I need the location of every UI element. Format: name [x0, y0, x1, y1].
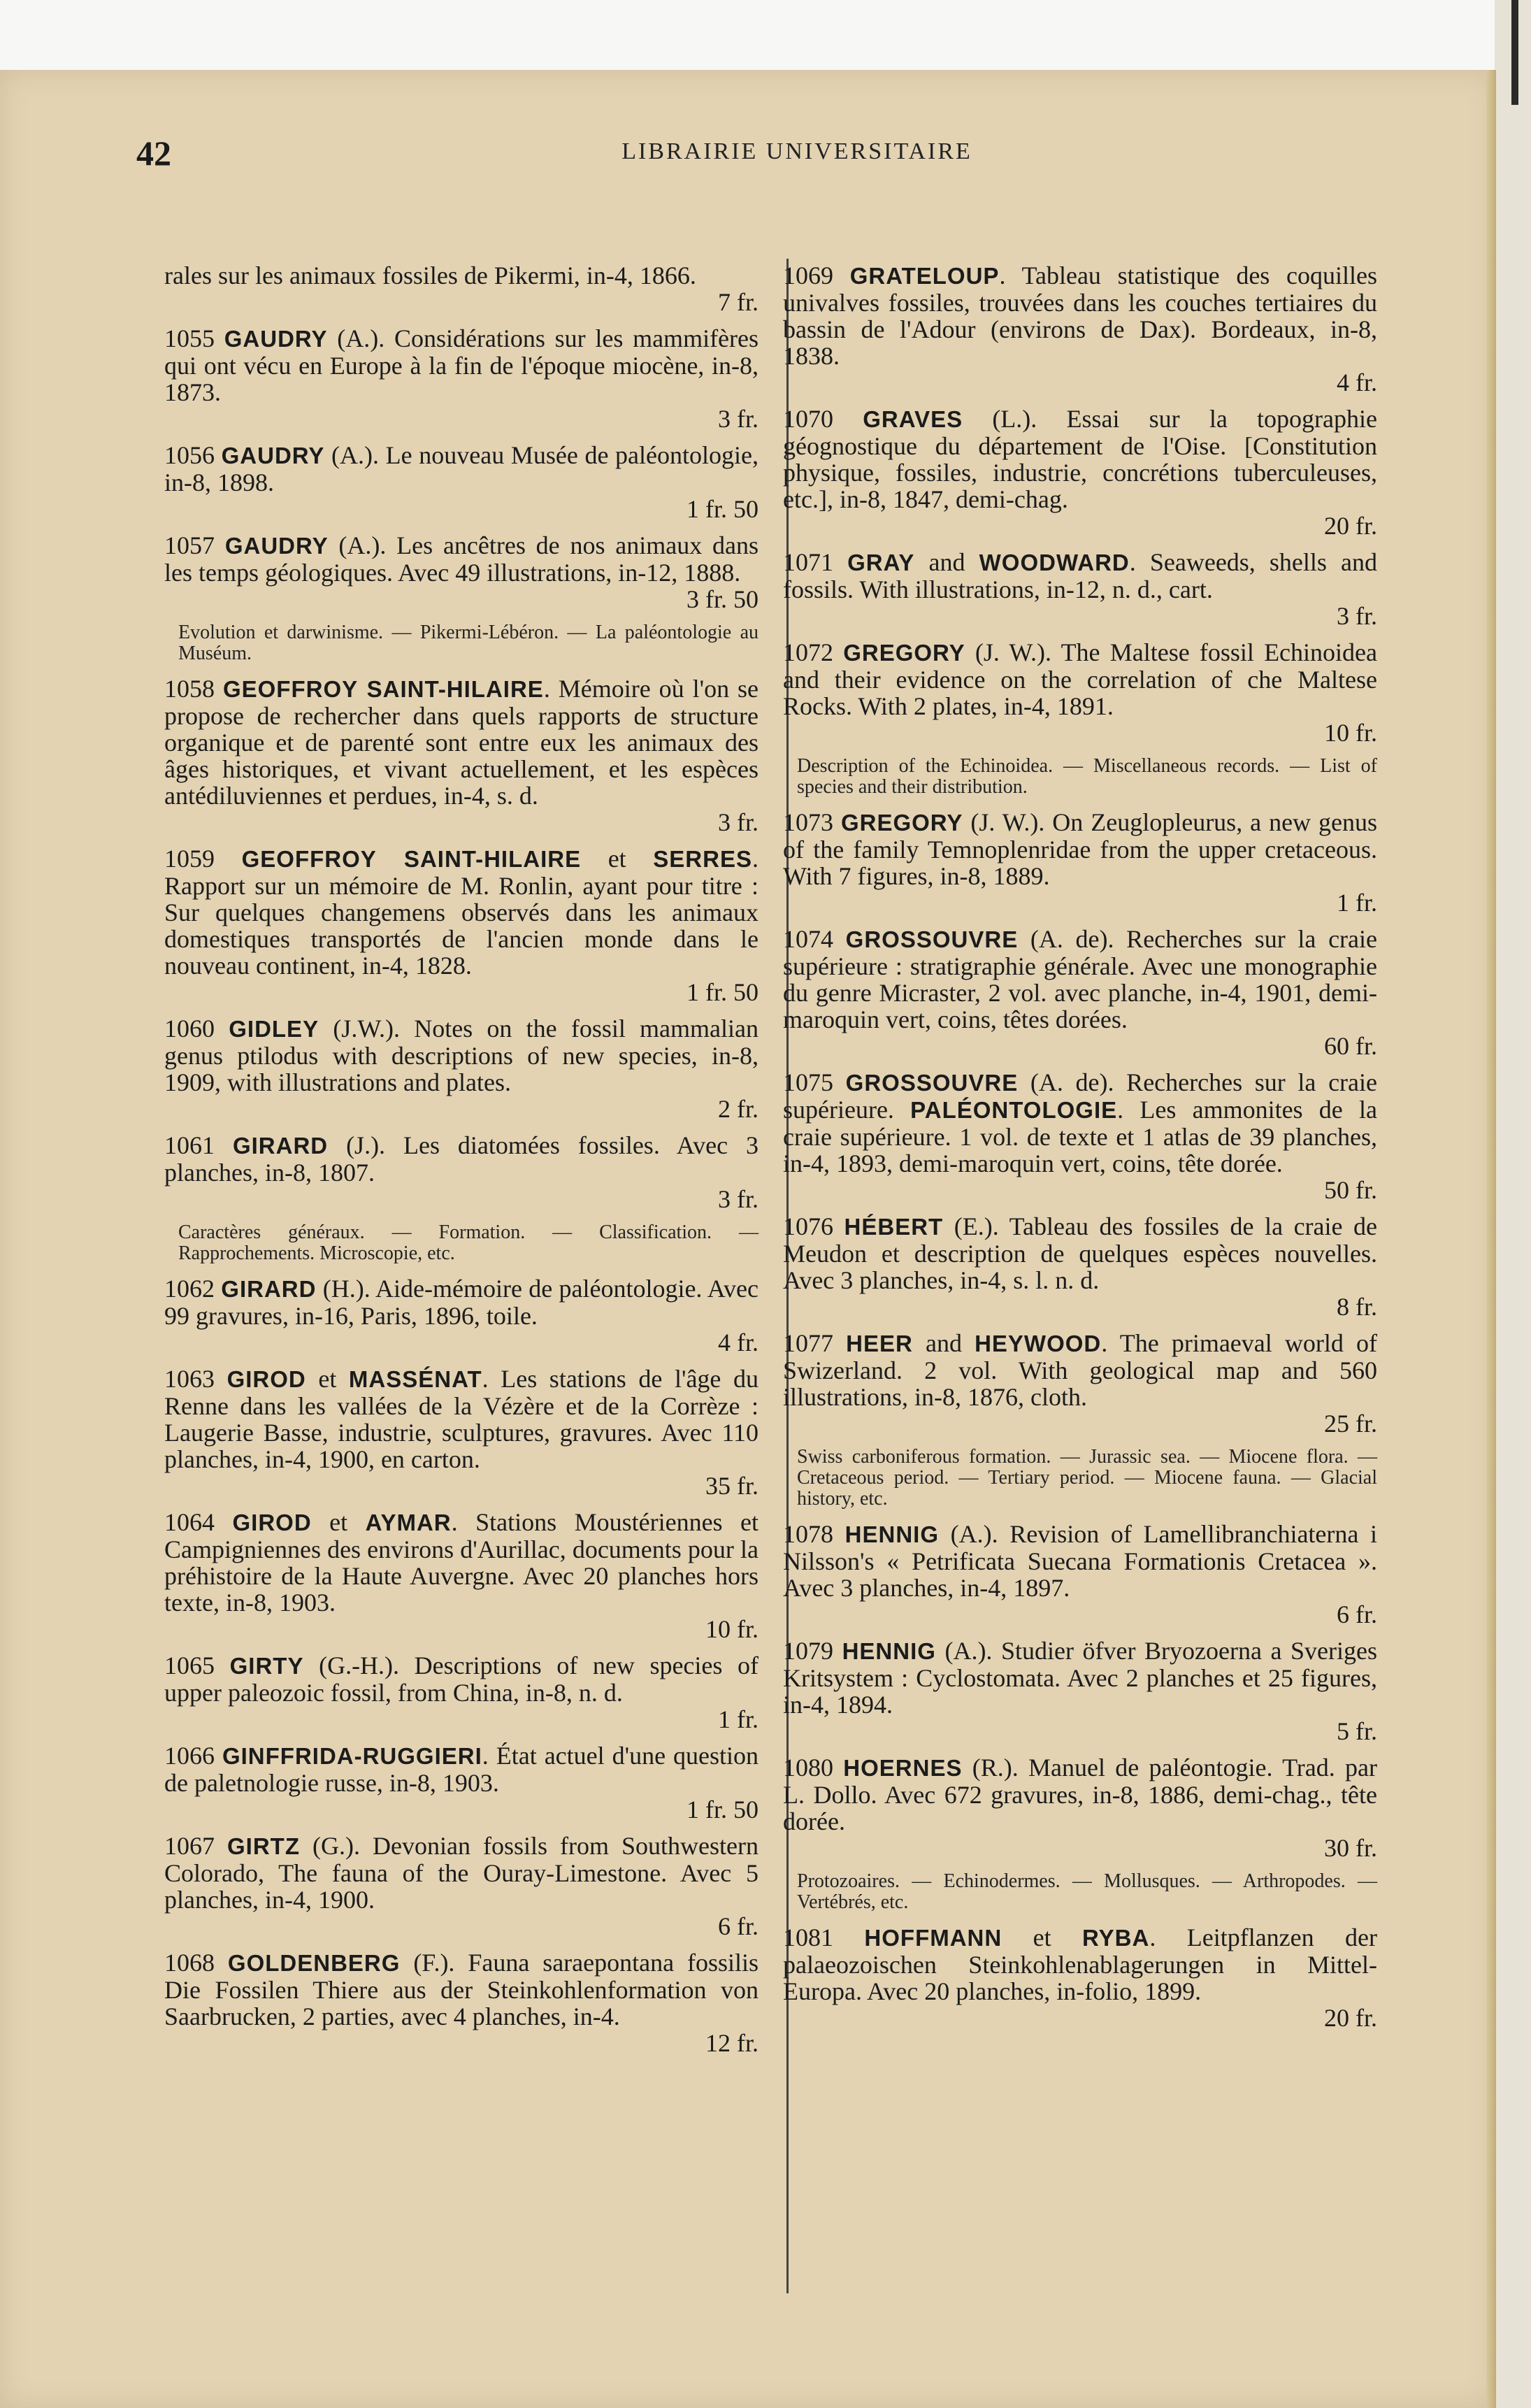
catalog-entry [783, 1330, 1377, 1437]
catalog-entry [783, 639, 1377, 746]
catalog-entry [164, 1132, 759, 1212]
catalog-entry [783, 1213, 1377, 1320]
entry-author: GAUDRY [224, 533, 329, 559]
entry-price: 10 fr. [1324, 719, 1377, 747]
entry-contents-note: Caractères généraux. — Formation. — Classification. — Rapprochements. Microscopie, etc. [178, 1221, 759, 1264]
entry-number: 1076 [783, 1212, 833, 1240]
entry-number: 1061 [164, 1131, 215, 1159]
catalog-entry [783, 809, 1377, 916]
binding-shadow [1511, 0, 1518, 105]
entry-price: 25 fr. [1324, 1410, 1377, 1438]
entry-number: 1065 [164, 1651, 215, 1679]
entry-text: (G.-H.). Descriptions of new species of upper paleozoic fossil, from China, in-8, n. d. [164, 1651, 759, 1707]
left-column [164, 262, 759, 2304]
entry-price: 4 fr. [718, 1328, 759, 1356]
catalog-entry [164, 1833, 759, 1940]
entry-contents-note: Protozoaires. — Echinodermes. — Mollusques. — Arthropodes. — Vertébrés, etc. [797, 1870, 1377, 1913]
catalog-entry [164, 442, 759, 522]
entry-text: (J. W.). On Zeuglopleurus, a new genus of the family Temnoplenridae from the upper cretaceous. With 7 figures, in-8, 1889. [783, 808, 1377, 890]
entry-price: 2 fr. [718, 1095, 759, 1123]
entry-number: 1079 [783, 1637, 833, 1665]
entry-author: HENNIG [842, 1638, 936, 1664]
entry-price: 3 fr. [718, 405, 759, 433]
entry-coauthor: HEYWOOD [975, 1331, 1102, 1356]
catalog-entry [164, 1949, 759, 2056]
entry-price: 1 fr. 50 [687, 978, 759, 1006]
entry-number: 1063 [164, 1365, 215, 1393]
entry-text: (L.). Essai sur la topographie géognostique du département de l'Oise. [Constitution physique, fossiles, industrie, concrétions tuberculeuses, etc.], in-8, 1847, demi-chag. [783, 405, 1377, 513]
entry-author: HEER [846, 1331, 913, 1356]
page-header [136, 133, 1458, 175]
entry-author: GINFFRIDA-RUGGIERI [222, 1743, 482, 1769]
entry-price: 35 fr. [705, 1472, 759, 1500]
catalog-entry [783, 1924, 1377, 2031]
entry-number: 1056 [164, 441, 215, 469]
entry-number: 1077 [783, 1329, 833, 1357]
entry-price: 3 fr. 50 [687, 585, 759, 613]
entry-text: (A.). Considérations sur les mammifères qui ont vécu en Europe à la fin de l'époque miocène, in-8, 1873. [164, 324, 759, 406]
entry-author: GEOFFROY SAINT-HILAIRE [222, 676, 544, 702]
entry-number: 1078 [783, 1520, 833, 1548]
entry-author: GEOFFROY SAINT-HILAIRE [241, 846, 582, 872]
catalog-entry [783, 1637, 1377, 1744]
entry-contents-note: Evolution et darwinisme. — Pikermi-Lébéron. — La paléontologie au Muséum. [178, 622, 759, 664]
entry-number: 1064 [164, 1508, 215, 1536]
entry-text: . Leitpflanzen der palaeozoischen Steinkohlenablagerungen in Mittel-Europa. Avec 20 planches, in-folio, 1899. [783, 1923, 1378, 2005]
entry-text: (R.). Manuel de paléontogie. Trad. par L. Dollo. Avec 672 gravures, in-8, 1886, demi-chag., tête dorée. [783, 1754, 1378, 1835]
catalog-entry [164, 1509, 759, 1642]
entry-price: 6 fr. [1337, 1600, 1377, 1628]
entry-number: 1075 [783, 1068, 833, 1096]
entry-text: (H.). Aide-mémoire de paléontologie. Avec 99 gravures, in-16, Paris, 1896, toile. [164, 1275, 759, 1330]
entry-author: GOLDENBERG [227, 1950, 401, 1976]
page-edge [1486, 70, 1496, 2408]
entry-number: 1055 [164, 324, 215, 352]
catalog-entry [164, 1275, 759, 1356]
entry-author: GREGORY [843, 640, 965, 666]
entry-author: GIRARD [221, 1276, 317, 1302]
entry-number: 1057 [164, 531, 215, 559]
entry-price: 50 fr. [1324, 1176, 1377, 1204]
entry-price: 4 fr. [1337, 368, 1377, 396]
entry-author: GRAY [847, 550, 915, 575]
catalog-entry [164, 675, 759, 836]
entry-number: 1062 [164, 1275, 215, 1303]
right-entries [783, 262, 1377, 2031]
catalog-entry [164, 1652, 759, 1733]
book-edge [1495, 0, 1531, 2408]
right-column [783, 262, 1377, 2304]
entry-price: 3 fr. [1337, 602, 1377, 630]
entry-price: 5 fr. [1337, 1717, 1377, 1745]
entry-number: 1066 [164, 1742, 215, 1770]
entry-author: GREGORY [840, 810, 963, 836]
page-number: 42 [136, 134, 171, 173]
entry-author: HOFFMANN [864, 1925, 1002, 1951]
entry-text: (G.). Devonian fossils from Southwestern Colorado, The fauna of the Ouray-Limestone. Avec 5 planches, in-4, 1900. [164, 1832, 759, 1914]
entry-number: 1060 [164, 1015, 215, 1042]
entry-price: 1 fr. 50 [687, 1796, 759, 1823]
entry-contents-note: Swiss carboniferous formation. — Jurassic sea. — Miocene flora. — Cretaceous period. — Tertiary period. — Miocene fauna. — Glacial history, etc. [797, 1446, 1377, 1510]
author-joiner: et [311, 1508, 366, 1536]
entry-author: GIRTZ [227, 1833, 300, 1859]
author-joiner: et [581, 845, 654, 873]
entry-author: GIROD [232, 1510, 312, 1535]
running-title: LIBRAIRIE UNIVERSITAIRE [621, 138, 972, 164]
catalog-entry [783, 1754, 1377, 1861]
entry-text: (J.). Les diatomées fossiles. Avec 3 planches, in-8, 1807. [164, 1131, 759, 1187]
entry-price: 30 fr. [1324, 1834, 1377, 1862]
entry-number: 1080 [783, 1754, 833, 1782]
entry-text: (F.). Fauna saraepontana fossilis Die Fossilen Thiere aus der Steinkohlenformation von Saarbrucken, 2 parties, avec 4 planches, in-4. [164, 1949, 759, 2030]
entry-text: . Les stations de l'âge du Renne dans les vallées de la Vézère et de la Corrèze : Laugerie Basse, industrie, sculptures, gravures. Avec 110 planches, in-4, 1900, en carton. [164, 1365, 759, 1473]
catalog-entry [783, 549, 1377, 629]
entry-number: 1068 [164, 1949, 215, 1977]
entry-author: HÉBERT [844, 1214, 944, 1240]
entry-coauthor: WOODWARD [979, 550, 1130, 575]
entry-number: 1069 [783, 261, 833, 289]
entry-author: GAUDRY [224, 326, 328, 352]
entry-text-continued: . Les ammonites de la craie supérieure. 1 vol. de texte et 1 atlas de 39 planches, in-4, 1893, demi-maroquin vert, coins, tête dorée. [783, 1096, 1377, 1177]
entry-price: 12 fr. [705, 2029, 759, 2057]
entry-coauthor: SERRES [653, 846, 752, 872]
entry-price: 20 fr. [1324, 2004, 1377, 2032]
entry-price: 1 fr. [1337, 889, 1377, 917]
entry-subject: PALÉONTOLOGIE [910, 1097, 1118, 1123]
catalog-entry [164, 325, 759, 432]
catalog-entry [164, 532, 759, 612]
entry-text: (A. de). Recherches sur la craie supérieure : stratigraphie générale. Avec une monographie du genre Micraster, 2 vol. avec planche, in-4, 1901, demi-maroquin vert, coins, têtes dorées. [783, 925, 1377, 1033]
entry-text: rales sur les animaux fossiles de Pikermi, in-4, 1866. [164, 261, 696, 289]
entry-text: (A. de). Recherches sur la craie supérieure. [783, 1068, 1377, 1124]
entry-text: (A.). Studier öfver Bryozoerna a Sveriges Kritsystem : Cyclostomata. Avec 2 planches et 25 figures, in-4, 1894. [783, 1637, 1378, 1719]
entry-price: 6 fr. [718, 1912, 759, 1940]
entry-price: 20 fr. [1324, 512, 1377, 540]
entry-author: HOERNES [843, 1755, 963, 1781]
entry-price: 1 fr. 50 [687, 495, 759, 523]
entry-author: GIRARD [232, 1133, 329, 1159]
catalog-entry [783, 1069, 1377, 1203]
entry-price: 7 fr. [718, 288, 759, 316]
entry-coauthor: AYMAR [365, 1510, 452, 1535]
catalog-entry [783, 926, 1377, 1059]
entry-price: 10 fr. [705, 1615, 759, 1643]
entry-number: 1070 [783, 405, 833, 433]
entry-author: GROSSOUVRE [845, 926, 1019, 952]
entry-author: GIDLEY [229, 1016, 319, 1042]
entry-coauthor: RYBA [1082, 1925, 1150, 1951]
continued-entry [164, 262, 759, 315]
entry-number: 1081 [783, 1923, 833, 1951]
entry-number: 1072 [783, 638, 833, 666]
catalog-entry [164, 1742, 759, 1823]
entry-text: (A.). Revision of Lamellibranchiaterna i Nilsson's « Petrificata Suecana Formationis Cretacea ». Avec 3 planches, in-4, 1897. [783, 1520, 1378, 1602]
catalog-entry [783, 1521, 1377, 1628]
entry-number: 1073 [783, 808, 833, 836]
author-joiner: et [1002, 1923, 1083, 1951]
entry-text: . Mémoire où l'on se propose de rechercher dans quels rapports de structure organique et de parenté sont entre eux les animaux des âges historiques, et vivant actuellement, et les espèces antédiluviennes et perdues, in-4, s. d. [164, 675, 759, 810]
entry-author: GRATELOUP [849, 263, 1000, 289]
author-joiner: and [912, 1329, 975, 1357]
entry-text: . Tableau statistique des coquilles univalves fossiles, trouvées dans les couches tertiaires du bassin de l'Adour (environs de Dax). Bordeaux, in-8, 1838. [783, 261, 1378, 370]
entry-author: GAUDRY [221, 443, 325, 468]
entry-author: GIROD [227, 1366, 306, 1392]
entry-author: GROSSOUVRE [845, 1070, 1019, 1096]
entry-number: 1071 [783, 548, 833, 576]
catalog-entry [783, 406, 1377, 539]
entry-text: (E.). Tableau des fossiles de la craie de Meudon et description de quelques espèces nouvelles. Avec 3 planches, in-4, s. l. n. d. [783, 1212, 1377, 1294]
entry-text: (J. W.). The Maltese fossil Echinoidea and their evidence on the correlation of che Maltese Rocks. With 2 plates, in-4, 1891. [783, 638, 1377, 720]
entry-price: 60 fr. [1324, 1032, 1377, 1060]
author-joiner: et [306, 1365, 349, 1393]
entry-price: 3 fr. [718, 808, 759, 836]
entry-author: GRAVES [863, 406, 963, 432]
catalog-entry [164, 845, 759, 1005]
entry-text: . Seaweeds, shells and fossils. With illustrations, in-12, n. d., cart. [783, 548, 1377, 603]
entry-coauthor: MASSÉNAT [348, 1366, 482, 1392]
entry-number: 1059 [164, 845, 215, 873]
entry-price: 1 fr. [718, 1705, 759, 1733]
entry-author: GIRTY [229, 1653, 304, 1679]
entry-text: (A.). Le nouveau Musée de paléontologie, in-8, 1898. [164, 441, 759, 496]
entry-text: . État actuel d'une question de paletnologie russe, in-8, 1903. [164, 1742, 759, 1797]
entry-text: (A.). Les ancêtres de nos animaux dans les temps géologiques. Avec 49 illustrations, in-12, 1888. [164, 531, 759, 587]
catalog-entry [783, 262, 1377, 396]
entry-text: . Rapport sur un mémoire de M. Ronlin, ayant pour titre : Sur quelques changemens observés dans les animaux domestiques transportés de l'ancien monde dans le nouveau continent, in-4, 1828. [164, 845, 759, 980]
entry-number: 1067 [164, 1832, 215, 1860]
entry-number: 1074 [783, 925, 833, 953]
catalog-entry [164, 1366, 759, 1499]
entry-price: 3 fr. [718, 1185, 759, 1213]
author-joiner: and [914, 548, 979, 576]
entry-text: . The primaeval world of Swizerland. 2 vol. With geological map and 560 illustrations, in-8, 1876, cloth. [783, 1329, 1378, 1411]
entry-contents-note: Description of the Echinoidea. — Miscellaneous records. — List of species and their distribution. [797, 755, 1377, 798]
entry-price: 8 fr. [1337, 1293, 1377, 1321]
left-entries [164, 325, 759, 2056]
catalog-entry [164, 1015, 759, 1122]
entry-author: HENNIG [844, 1521, 939, 1547]
entry-text: (J.W.). Notes on the fossil mammalian genus ptilodus with descriptions of new species, in-8, 1909, with illustrations and plates. [164, 1015, 759, 1096]
entry-text: . Stations Moustériennes et Campigniennes des environs d'Aurillac, documents pour la préhistoire de la Haute Auvergne. Avec 20 planches hors texte, in-8, 1903. [164, 1508, 759, 1617]
entry-number: 1058 [164, 675, 215, 703]
